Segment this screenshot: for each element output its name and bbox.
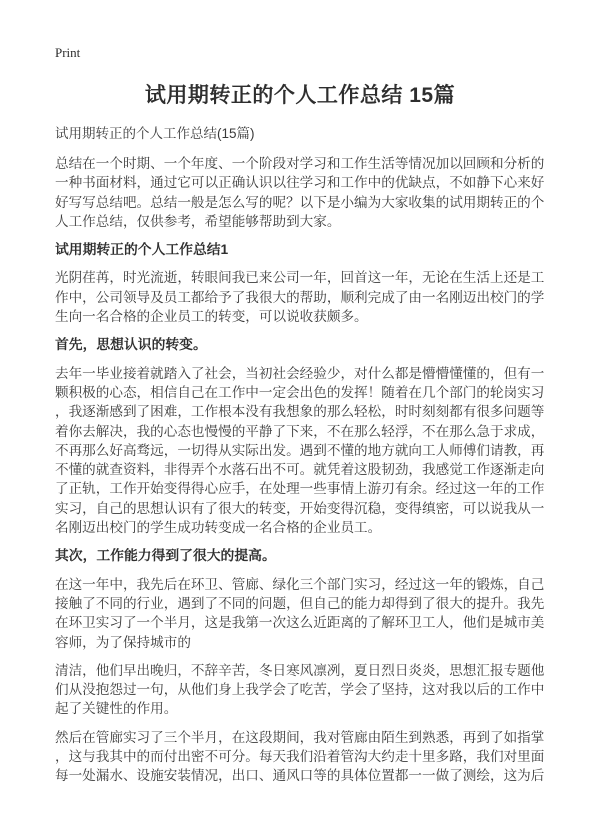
document-subtitle: 试用期转正的个人工作总结(15篇) xyxy=(55,126,255,141)
section-heading-work-ability: 其次，工作能力得到了很大的提高。 xyxy=(55,548,276,564)
paragraph-sanitation-workers: 清洁，他们早出晚归，不辞辛苦，冬日寒风凛冽，夏日烈日炎炎，思想汇报专题他们从没抱怨过一句，从他们身上我学会了吃苦，学会了坚持，这对我以后的工作中起了关键性的作用。 xyxy=(55,662,545,717)
paragraph-thought-change: 去年一毕业接着就踏入了社会，当初社会经验少，对什么都是懵懵懂懂的，但有一颗积极的心态，相信自己在工作中一定会出色的发挥！随着在几个部门的轮岗实习，我逐渐感到了困难，工作根本没有我想象的那么轻松，时时刻刻都有很多问题等着你去解决，我的心态也慢慢的平静了下来，不在那么轻浮，不在那么急于求成，不再那么好高骛远，一切得从实际出发。遇到不懂的地方就向工人师傅们请教，再不懂的就查资料，非得弄个水落石出不可。就凭着这股韧劲，我感觉工作逐渐走向了正轨，工作开始变得得心应手，在处理一些事情上游刃有余。经过这一年的工作实习，自己的思想认识有了很大的转变，开始变得沉稳，变得缜密，可以说我从一名刚迈出校门的学生成功转变成一名合格的企业员工。 xyxy=(55,365,545,536)
section-heading-summary-1: 试用期转正的个人工作总结1 xyxy=(55,242,229,258)
document-title: 试用期转正的个人工作总结 15篇 xyxy=(144,84,456,107)
paragraph-pipe-gallery: 然后在管廊实习了三个半月，在这段期间，我对管廊由陌生到熟悉，再到了如指掌，这与我其中的而付出密不可分。每天我们沿着管沟大约走十里多路，我们对里面每一处漏水、设施安装情况，出口、通风口等的具体位置都一一做了测绘，这为后 xyxy=(55,729,545,784)
intro-paragraph: 总结在一个时期、一个年度、一个阶段对学习和工作生活等情况加以回顾和分析的一种书面材料，通过它可以正确认识以往学习和工作中的优缺点，不如静下心来好好写写总结吧。总结一般是怎么写的呢？以下是小编为大家收集的试用期转正的个人工作总结，仅供参考，希望能够帮助到大家。 xyxy=(55,156,545,229)
paragraph-department-rotation: 在这一年中，我先后在环卫、管廊、绿化三个部门实习，经过这一年的锻炼，自己接触了不同的行业，遇到了不同的问题，但自己的能力却得到了很大的提升。我先在环卫实习了一个半月，这是我第一次这么近距离的了解环卫工人，他们是城市美容师，为了保持城市的 xyxy=(55,576,545,650)
print-button[interactable]: Print xyxy=(55,45,81,60)
section-heading-thought-change: 首先，思想认识的转变。 xyxy=(55,337,207,353)
paragraph-opening: 光阴荏苒，时光流逝，转眼间我已来公司一年，回首这一年，无论在生活上还是工作中，公司领导及员工都给予了我很大的帮助，顺利完成了由一名刚迈出校门的学生向一名合格的企业员工的转变，可以说收获颇多。 xyxy=(55,270,545,325)
